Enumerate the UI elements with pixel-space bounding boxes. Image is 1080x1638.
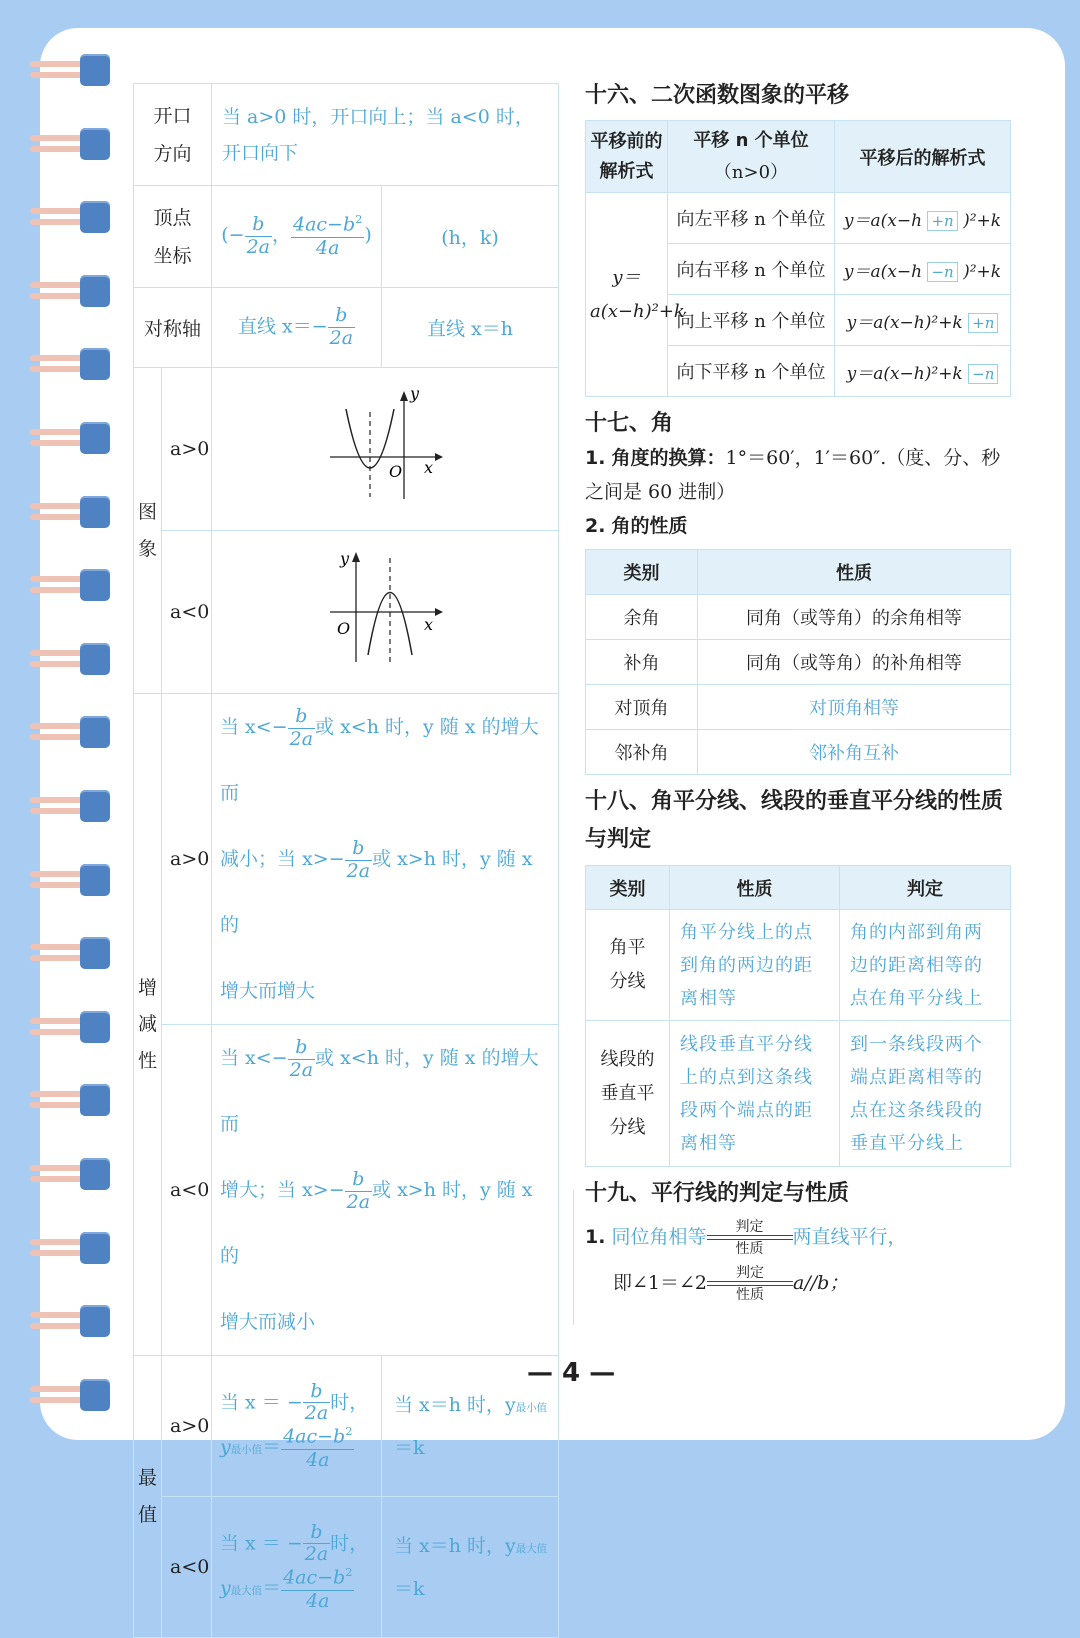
ring-icon — [30, 714, 112, 750]
ring-icon — [30, 126, 112, 162]
translation-move: 向下平移 n 个单位 — [668, 346, 835, 397]
right-column — [585, 80, 1010, 1303]
translation-result: y＝a(x−h +n )²+k — [835, 193, 1011, 244]
bisector-header-judge: 判定 — [840, 866, 1011, 910]
page-number: — 4 — — [527, 1358, 616, 1388]
angle-properties-table — [585, 549, 1011, 775]
angle-category: 邻补角 — [586, 730, 698, 775]
bisector-judge: 到一条线段两个端点距离相等的点在这条线段的垂直平分线上 — [840, 1021, 1011, 1167]
ring-icon — [30, 641, 112, 677]
axis-general: 直线 x＝− $\frac{b}{2a}$ — [212, 288, 382, 368]
bisector-table — [585, 865, 1011, 1167]
parallel-statement-symbolic: 即∠1＝∠2 判定 性质a//b； — [613, 1265, 849, 1303]
graph-label: 图象 — [134, 368, 162, 694]
translation-table — [585, 120, 1011, 397]
parallel-statement: 1. 同位角相等 判定 性质两直线平行， — [585, 1219, 907, 1257]
mono-pos-text: 当 x<− $\frac{b}{2a}$ 或 x<h 时，y 随 x 的增大而 减小；当 x>− $\frac{b}{2a}$ 或 x>h 时，y 随 x 的 增大而增大 — [212, 694, 559, 1025]
translation-original: y＝a(x−h)²+k — [586, 193, 668, 397]
graph-a-neg: a<0 — [162, 531, 212, 694]
angle-property: 同角（或等角）的余角相等 — [698, 595, 1011, 640]
sec19-title: 十九、平行线的判定与性质 — [585, 1181, 850, 1206]
bisector-property: 线段垂直平分线上的点到这条线段两个端点的距离相等 — [670, 1021, 840, 1167]
translation-header-after: 平移后的解析式 — [835, 121, 1011, 193]
bisector-property: 角平分线上的点到角的两边的距离相等 — [670, 910, 840, 1021]
svg-text:x: x — [424, 457, 434, 477]
angle-category: 余角 — [586, 595, 698, 640]
translation-header-before: 平移前的解析式 — [586, 121, 668, 193]
ring-icon — [30, 420, 112, 456]
ring-icon — [30, 1009, 112, 1045]
spiral-binding — [0, 0, 120, 1463]
sec17-title: 十七、角 — [585, 411, 674, 436]
angle-category: 补角 — [586, 640, 698, 685]
translation-result: y＝a(x−h)²+k +n — [835, 295, 1011, 346]
sec16-title: 十六、二次函数图象的平移 — [585, 83, 850, 108]
angle-conversion: 1. 角度的换算：1°＝60′，1′＝60″.（度、分、秒之间是 60 进制） — [585, 447, 1001, 503]
bisector-category: 角平分线 — [586, 910, 670, 1021]
ring-icon — [30, 494, 112, 530]
ring-icon — [30, 346, 112, 382]
ring-icon — [30, 273, 112, 309]
bisector-judge: 角的内部到角两边的距离相等的点在角平分线上 — [840, 910, 1011, 1021]
quadratic-properties-table — [133, 83, 559, 1638]
angle-property: 对顶角相等 — [698, 685, 1011, 730]
ring-icon — [30, 199, 112, 235]
bisector-header-property: 性质 — [670, 866, 840, 910]
bisector-header-category: 类别 — [586, 866, 670, 910]
opening-label: 开口方向 — [134, 84, 212, 186]
extremum-label: 最值 — [134, 1356, 162, 1638]
vertex-label: 顶点坐标 — [134, 186, 212, 288]
translation-move: 向右平移 n 个单位 — [668, 244, 835, 295]
mono-neg-text: 当 x<− $\frac{b}{2a}$ 或 x<h 时，y 随 x 的增大而 增大；当 x>− $\frac{b}{2a}$ 或 x>h 时，y 随 x 的 增大而减小 — [212, 1025, 559, 1356]
ext-pos-general: 当 x ＝ − $\frac{b}{2a}$ 时， y最小值＝ $\frac{4ac-b^2}{4a}$ — [212, 1356, 382, 1497]
bisector-category: 线段的垂直平分线 — [586, 1021, 670, 1167]
svg-text:O: O — [337, 618, 351, 638]
ext-a-neg: a<0 — [162, 1497, 212, 1638]
ext-a-pos: a>0 — [162, 1356, 212, 1497]
opening-text: 当 a>0 时，开口向上；当 a<0 时，开口向下 — [212, 84, 559, 186]
ring-icon — [30, 1303, 112, 1339]
ring-icon — [30, 1230, 112, 1266]
angle-category: 对顶角 — [586, 685, 698, 730]
ext-neg-standard: 当 x＝h 时，y最大值 ＝k — [382, 1497, 559, 1638]
ring-icon — [30, 1377, 112, 1413]
mono-a-neg: a<0 — [162, 1025, 212, 1356]
column-divider — [573, 1190, 574, 1325]
ring-icon — [30, 1156, 112, 1192]
mono-a-pos: a>0 — [162, 694, 212, 1025]
sec18-title: 十八、角平分线、线段的垂直平分线的性质与判定 — [585, 789, 1004, 852]
axis-label: 对称轴 — [134, 288, 212, 368]
graph-a-pos: a>0 — [162, 368, 212, 531]
ring-icon — [30, 1082, 112, 1118]
ring-icon — [30, 935, 112, 971]
ring-icon — [30, 862, 112, 898]
svg-text:x: x — [424, 614, 434, 634]
ring-icon — [30, 52, 112, 88]
ring-icon — [30, 567, 112, 603]
angle-header-property: 性质 — [698, 550, 1011, 595]
translation-move: 向左平移 n 个单位 — [668, 193, 835, 244]
upward-parabola-graph — [320, 387, 450, 507]
vertex-general: (− $\frac{b}{2a}$ ， $\frac{4ac-b^2}{4a}$ ) — [212, 186, 382, 288]
ext-pos-standard: 当 x＝h 时，y最小值 ＝k — [382, 1356, 559, 1497]
angle-property: 邻补角互补 — [698, 730, 1011, 775]
svg-text:y: y — [340, 549, 350, 568]
translation-move: 向上平移 n 个单位 — [668, 295, 835, 346]
ext-neg-general: 当 x ＝ − $\frac{b}{2a}$ 时， y最大值＝ $\frac{4ac-b^2}{4a}$ — [212, 1497, 382, 1638]
angle-properties-heading: 2. 角的性质 — [585, 515, 688, 537]
equivalence-arrow: 判定 性质 — [707, 1265, 793, 1303]
ring-icon — [30, 788, 112, 824]
graph-downward — [212, 531, 559, 694]
translation-result: y＝a(x−h)²+k −n — [835, 346, 1011, 397]
svg-text:y: y — [410, 386, 420, 403]
downward-parabola-graph — [320, 550, 450, 670]
axis-standard: 直线 x＝h — [382, 288, 559, 368]
angle-header-category: 类别 — [586, 550, 698, 595]
translation-header-shift: 平移 n 个单位 （n>0） — [668, 121, 835, 193]
translation-result: y＝a(x−h −n )²+k — [835, 244, 1011, 295]
monotonicity-label: 增减性 — [134, 694, 162, 1356]
equivalence-arrow: 判定 性质 — [707, 1219, 793, 1257]
svg-text:O: O — [389, 461, 403, 481]
graph-upward — [212, 368, 559, 531]
angle-property: 同角（或等角）的补角相等 — [698, 640, 1011, 685]
vertex-standard: (h，k) — [382, 186, 559, 288]
